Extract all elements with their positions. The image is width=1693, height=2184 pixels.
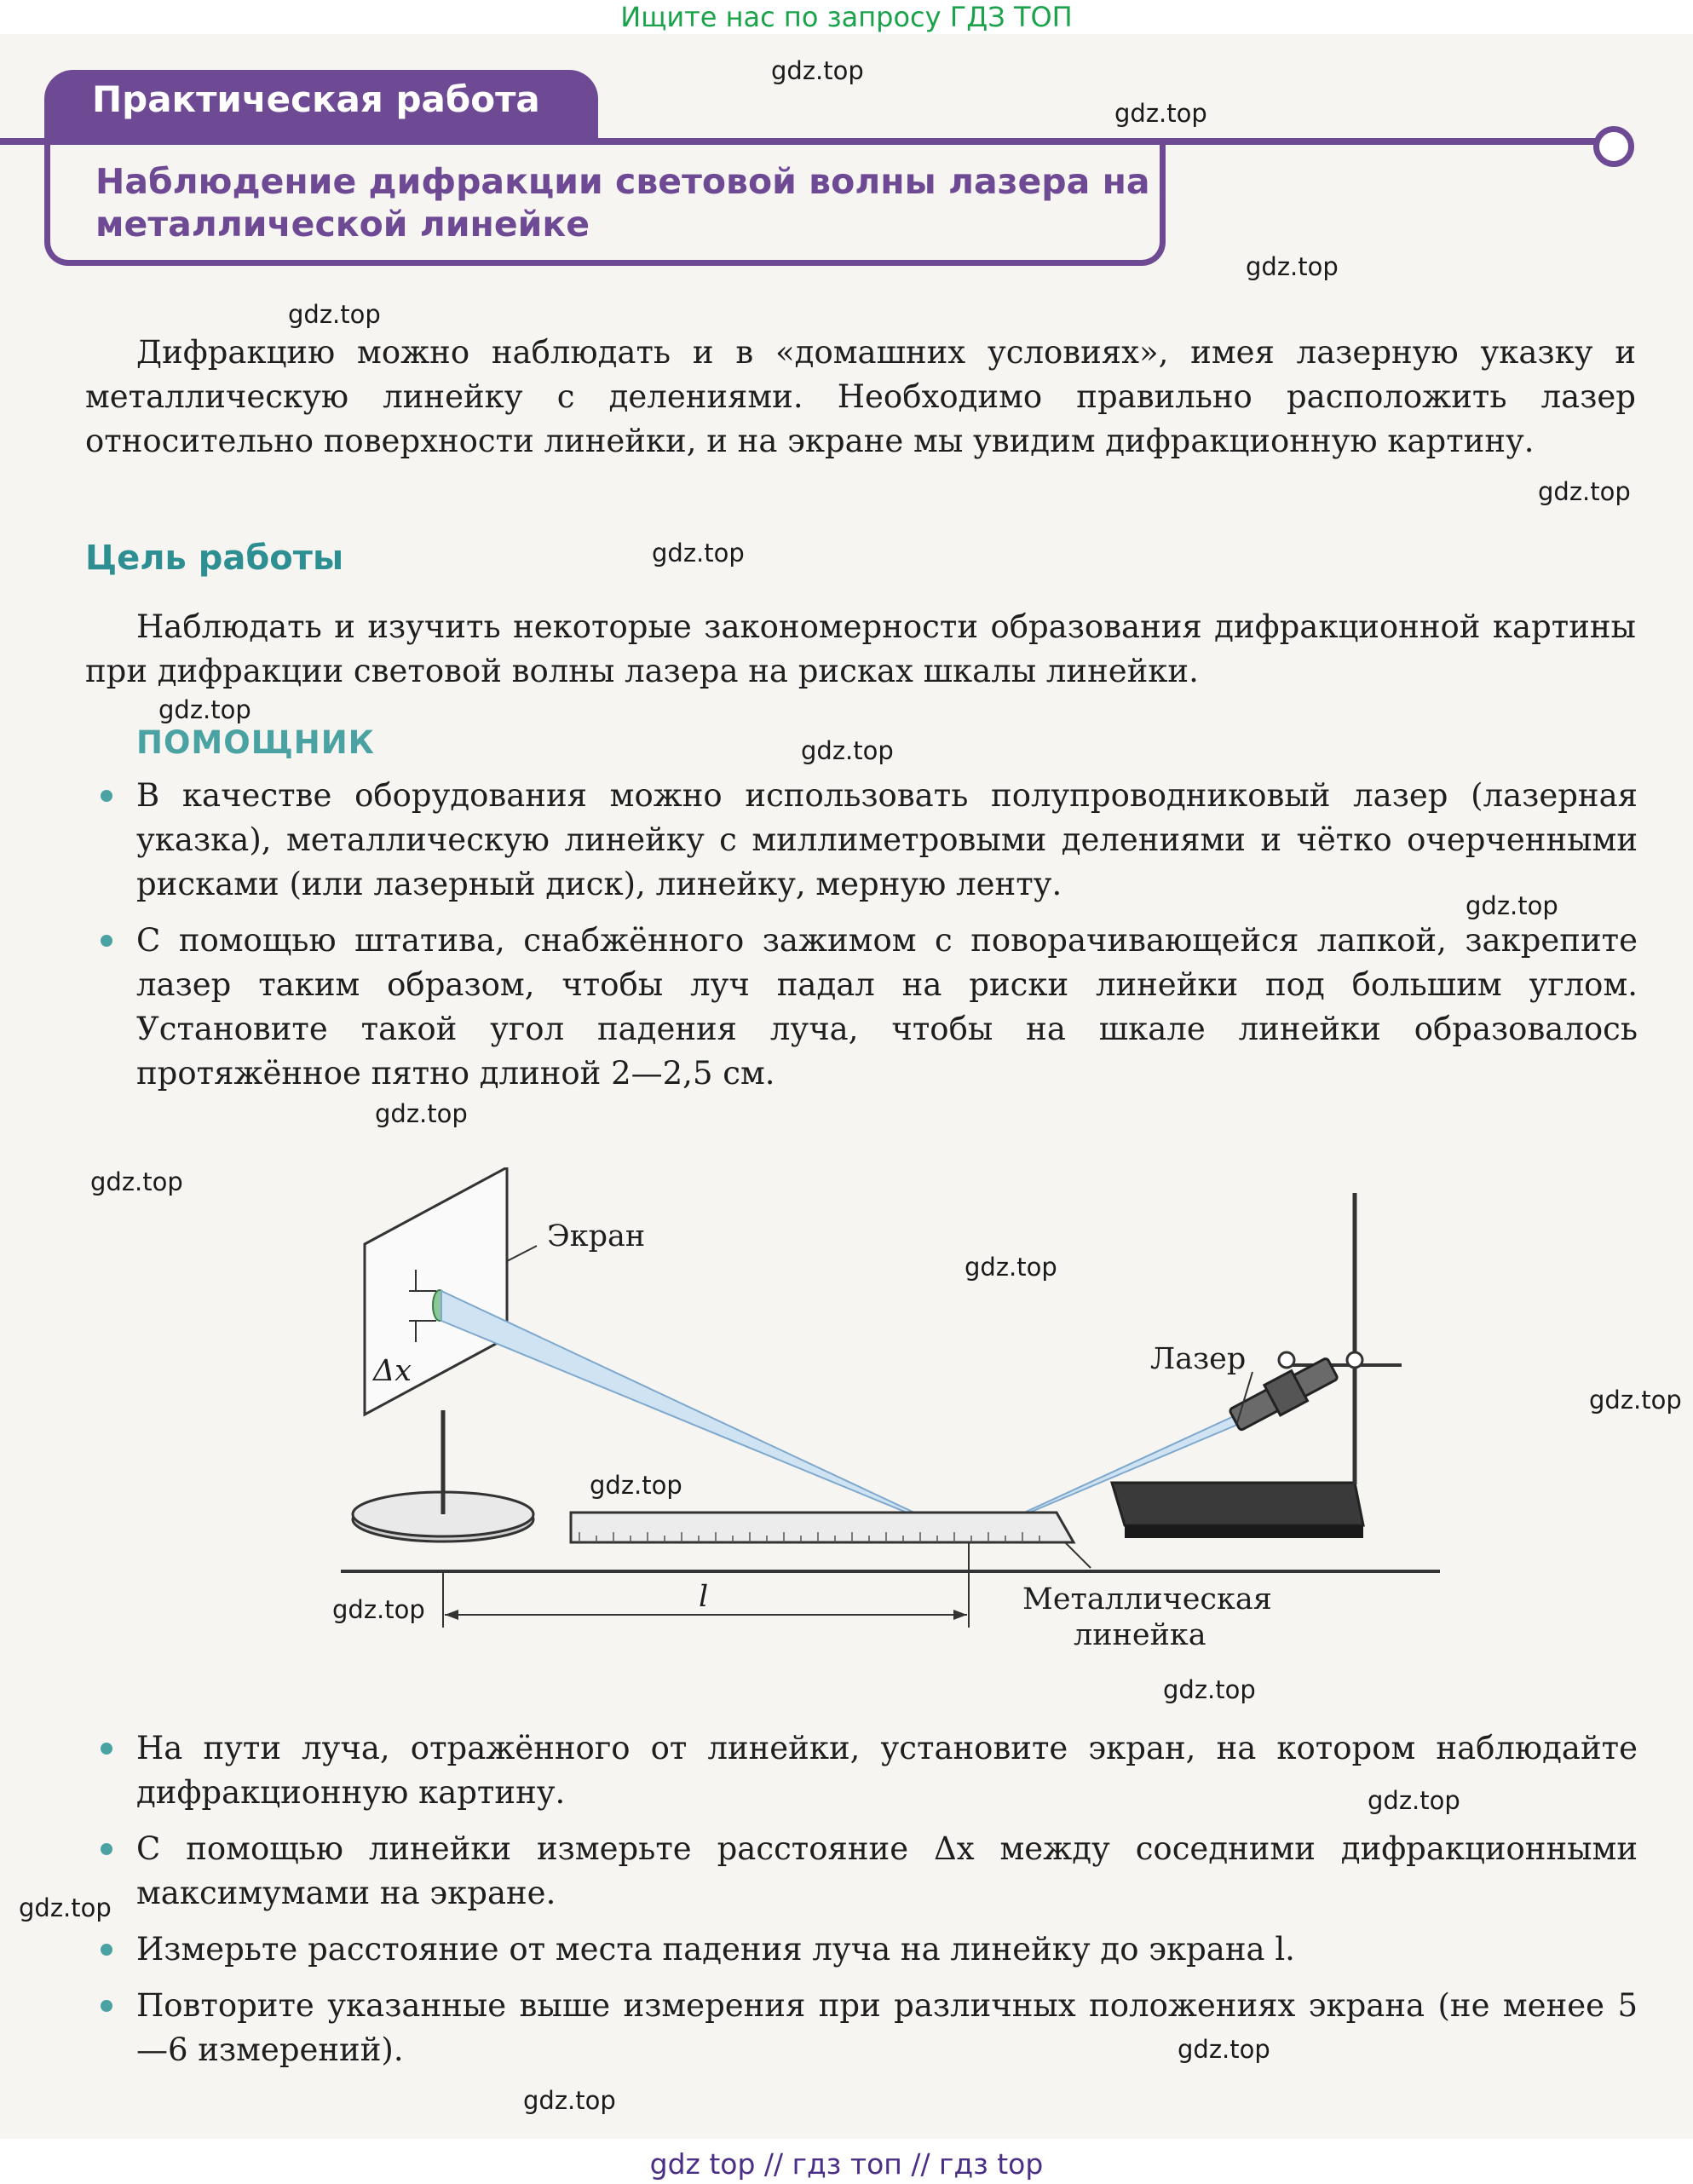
list-item-text: Измерьте расстояние от места падения луча на линейку до экрана l.	[136, 1931, 1295, 1968]
list-item-text: С помощью линейки измерьте расстояние Δx между соседними дифракционными максимумами на экране.	[136, 1830, 1638, 1911]
watermark: gdz.top	[1538, 477, 1631, 506]
footer-links[interactable]: gdz top // гдз топ // гдз top	[649, 2147, 1044, 2181]
bullet-icon	[101, 1843, 112, 1855]
list-item-text: В качестве оборудования можно использовать полупроводниковый лазер (лазерная указка), металлическую линейку с миллиметровыми делениями и чётко очерченными рисками (или лазерный диск), линейку, мерную ленту.	[136, 777, 1638, 902]
intro-paragraph: Дифракцию можно наблюдать и в «домашних условиях», имея лазерную указку и металлическую линейку с делениями. Необходимо правильно расположить лазер относительно поверхности линейки, и на экране мы увидим дифракционную картину.	[85, 334, 1636, 459]
watermark: gdz.top	[332, 1595, 425, 1624]
watermark: gdz.top	[19, 1893, 112, 1922]
watermark: gdz.top	[1163, 1675, 1256, 1704]
label-ruler-line2: линейка	[1074, 1618, 1206, 1652]
top-banner[interactable]: Ищите нас по запросу ГДЗ ТОП	[620, 1, 1073, 33]
bullet-icon	[101, 1944, 112, 1956]
list-item	[85, 1827, 1638, 1916]
section-tab-label: Практическая работа	[92, 78, 540, 120]
bullet-icon	[101, 1743, 112, 1755]
watermark: gdz.top	[1178, 2035, 1270, 2064]
label-ruler-line1: Металлическая	[1022, 1582, 1272, 1616]
label-l: l	[699, 1580, 709, 1614]
label-laser: Лазер	[1150, 1342, 1247, 1376]
watermark: gdz.top	[375, 1099, 468, 1128]
bullet-icon	[101, 790, 112, 802]
list-item	[85, 1984, 1638, 2072]
label-screen: Экран	[547, 1219, 646, 1253]
rule-end-circle	[1593, 126, 1634, 167]
helper-list	[85, 774, 1638, 1108]
metal-ruler	[571, 1513, 1074, 1542]
list-item-text: С помощью штатива, снабжённого зажимом с поворачивающейся лапкой, закрепите лазер таким образом, чтобы луч падал на риски линейки под большим углом. Установите такой угол падения луча, чтобы на шкале линейки образовалось протяжённое пятно длиной 2—2,5 см.	[136, 922, 1638, 1092]
reflected-beam	[441, 1291, 969, 1538]
watermark: gdz.top	[801, 736, 894, 765]
watermark: gdz.top	[90, 1167, 183, 1196]
watermark: gdz.top	[1114, 99, 1207, 128]
label-dx: Δx	[373, 1354, 412, 1388]
procedure-list	[85, 1726, 1638, 2084]
stand-base	[1112, 1483, 1363, 1525]
bullet-icon	[101, 935, 112, 947]
watermark: gdz.top	[1246, 252, 1339, 281]
list-item-text: Повторите указанные выше измерения при различных положениях экрана (не менее 5—6 измерений).	[136, 1987, 1638, 2068]
watermark: gdz.top	[771, 56, 864, 85]
list-item	[85, 919, 1638, 1096]
watermark: gdz.top	[1466, 891, 1558, 920]
watermark: gdz.top	[652, 539, 745, 568]
watermark: gdz.top	[288, 300, 381, 329]
bullet-icon	[101, 2000, 112, 2012]
watermark: gdz.top	[965, 1253, 1057, 1282]
watermark: gdz.top	[590, 1471, 682, 1500]
goal-paragraph: Наблюдать и изучить некоторые закономерности образования дифракционной картины при дифракции световой волны лазера на рисках шкалы линейки.	[85, 608, 1636, 689]
experiment-figure	[324, 1167, 1466, 1679]
goal-heading: Цель работы	[85, 539, 344, 578]
watermark: gdz.top	[158, 695, 251, 724]
page-title: Наблюдение дифракции световой волны лазера на металлической линейке	[95, 161, 1150, 245]
watermark: gdz.top	[1589, 1386, 1682, 1415]
list-item	[85, 774, 1638, 907]
watermark: gdz.top	[523, 2086, 616, 2115]
list-item	[85, 1928, 1638, 1972]
list-item-text: На пути луча, отражённого от линейки, установите экран, на котором наблюдайте дифракционную картину.	[136, 1730, 1638, 1811]
watermark: gdz.top	[1368, 1786, 1460, 1815]
helper-heading: ПОМОЩНИК	[136, 724, 375, 761]
